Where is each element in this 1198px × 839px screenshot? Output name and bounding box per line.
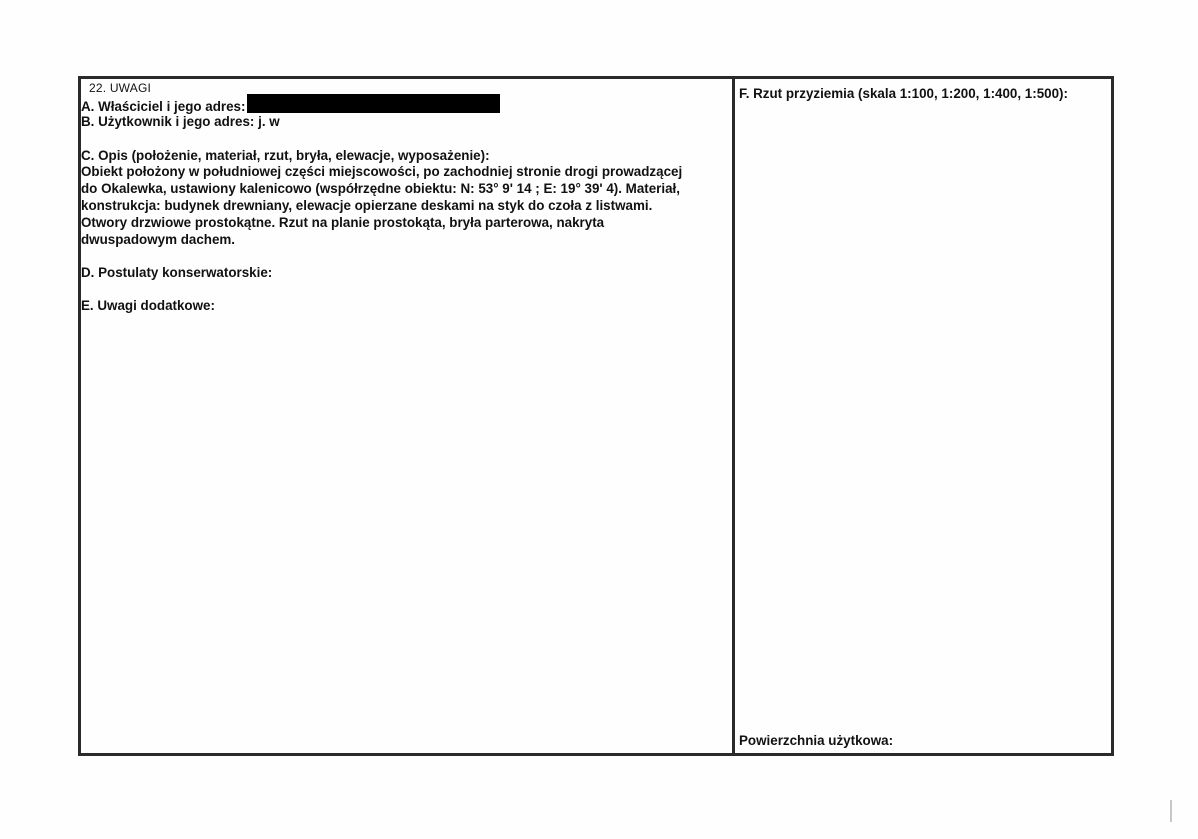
usable-area-label: Powierzchnia użytkowa: — [739, 733, 894, 748]
conservation-label: D. Postulaty konserwatorskie: — [81, 265, 273, 280]
owner-row — [81, 94, 500, 115]
description-line: konstrukcja: budynek drewniany, elewacje opierzane deskami na styk do czoła z listwami. — [81, 198, 653, 213]
user-value: j. w — [258, 114, 280, 129]
form-table — [78, 76, 1114, 756]
owner-label: A. Właściciel i jego adres: — [81, 99, 246, 114]
description-text — [81, 163, 726, 248]
description-line: dwuspadowym dachem. — [81, 232, 236, 247]
redacted-owner-address — [247, 94, 500, 113]
floor-plan-column — [735, 79, 1111, 753]
floor-plan-label: F. Rzut przyziemia (skala 1:100, 1:200, 1:400, 1:500): — [739, 86, 1068, 101]
additional-notes-label: E. Uwagi dodatkowe: — [81, 298, 215, 313]
remarks-column — [81, 79, 731, 753]
user-row — [81, 113, 280, 130]
section-number: 22. UWAGI — [89, 81, 152, 95]
description-line: do Okalewka, ustawiony kalenicowo (współrzędne obiektu: N: 53° 9' 14 ; E: 19° 39' 4). Materiał, — [81, 181, 681, 196]
user-label: B. Użytkownik i jego adres: — [81, 114, 255, 129]
description-label: C. Opis (położenie, materiał, rzut, bryła, elewacje, wyposażenie): — [81, 148, 490, 163]
scan-mark — [1170, 800, 1172, 822]
description-line: Otwory drzwiowe prostokątne. Rzut na planie prostokąta, bryła parterowa, nakryta — [81, 215, 605, 230]
description-line: Obiekt położony w południowej części miejscowości, po zachodniej stronie drogi prowadzącej — [81, 164, 683, 179]
